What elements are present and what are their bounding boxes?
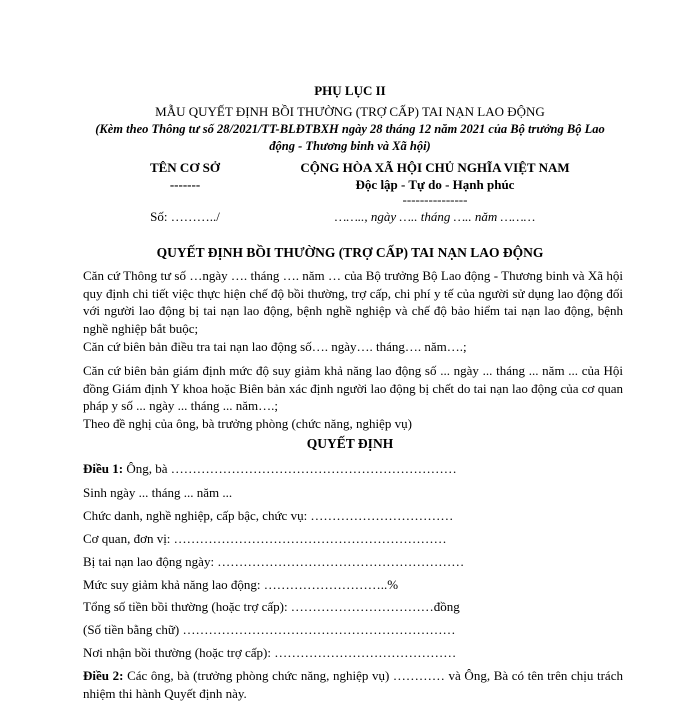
field-accident-date: Bị tai nạn lao động ngày: …………………………………………………: [83, 554, 465, 569]
field-position: Chức danh, nghề nghiệp, cấp bậc, chức vụ: ……………………………: [83, 508, 454, 523]
org-name: TÊN CƠ SỞ: [149, 160, 221, 175]
nation-name: CỘNG HÒA XÃ HỘI CHỦ NGHĨA VIỆT NAM: [300, 160, 570, 175]
appendix-title: PHỤ LỤC II: [314, 83, 386, 98]
motto-dashes: ---------------: [402, 192, 468, 207]
article-1-label: Điều 1:: [83, 461, 124, 476]
preamble-basis-investigation: Căn cứ biên bản điều tra tai nạn lao động số…. ngày…. tháng…. năm….;: [83, 339, 467, 354]
preamble-proposal: Theo đề nghị của ông, bà trưởng phòng (chức năng, nghiệp vụ): [83, 416, 412, 431]
field-capacity-reduction: Mức suy giảm khả năng lao động: ………………………..%: [83, 577, 399, 592]
article-1-person: [83, 461, 643, 477]
field-birth-date: Sinh ngày ... tháng ... năm ...: [83, 485, 233, 500]
article-2-text: Các ông, bà (trưởng phòng chức năng, nghiệp vụ) ………… và Ông, Bà có tên trên chịu trách nhiệm thi hành Quyết định này.: [83, 668, 623, 701]
preamble-basis-circular: Căn cứ Thông tư số …ngày …. tháng …. năm … của Bộ trưởng Bộ Lao động - Thương binh và Xã hội quy định chi tiết việc thực hiện chế độ bồi thường, trợ cấp, chi phí y tế của người sử dụng lao động đối với người lao động bị tai nạn lao động, bệnh nghề nghiệp và chế độ bảo hiểm tai nạn lao động, bệnh nghề nghiệp bắt buộc;: [83, 268, 623, 336]
attached-note: (Kèm theo Thông tư số 28/2021/TT-BLĐTBXH ngày 28 tháng 12 năm 2021 của Bộ trưởng Bộ Lao động - Thương binh và Xã hội): [95, 122, 605, 153]
document-date: …….., ngày ….. tháng ….. năm ………: [334, 209, 536, 224]
field-amount-in-words: (Số tiền bằng chữ) ………………………………………………………: [83, 622, 456, 637]
form-title: MẪU QUYẾT ĐỊNH BỒI THƯỜNG (TRỢ CẤP) TAI NẠN LAO ĐỘNG: [155, 104, 545, 119]
document-number: Số: ………../: [150, 209, 220, 224]
field-total-amount: Tổng số tiền bồi thường (hoặc trợ cấp): ……………………………đồng: [83, 599, 460, 614]
decision-title: QUYẾT ĐỊNH BỒI THƯỜNG (TRỢ CẤP) TAI NẠN LAO ĐỘNG: [156, 245, 544, 260]
decides-heading: QUYẾT ĐỊNH: [306, 436, 394, 451]
nation-motto: Độc lập - Tự do - Hạnh phúc: [355, 177, 515, 192]
org-dashes: -------: [169, 177, 201, 192]
field-recipient: Nơi nhận bồi thường (hoặc trợ cấp): ……………………………………: [83, 645, 457, 660]
article-2-label: Điều 2:: [83, 668, 124, 683]
field-organization: Cơ quan, đơn vị: ………………………………………………………: [83, 531, 447, 546]
preamble-basis-assessment: Căn cứ biên bản giám định mức độ suy giảm khả năng lao động số ... ngày ... tháng ... năm ... của Hội đồng Giám định Y khoa hoặc Biên bản xác định người lao động bị chết do tai nạn lao động của cơ quan pháp y số ... ngày ... tháng ... năm….;: [83, 363, 623, 413]
article-1-person-text: Ông, bà …………………………………………………………: [123, 461, 457, 476]
article-2: [83, 667, 623, 702]
